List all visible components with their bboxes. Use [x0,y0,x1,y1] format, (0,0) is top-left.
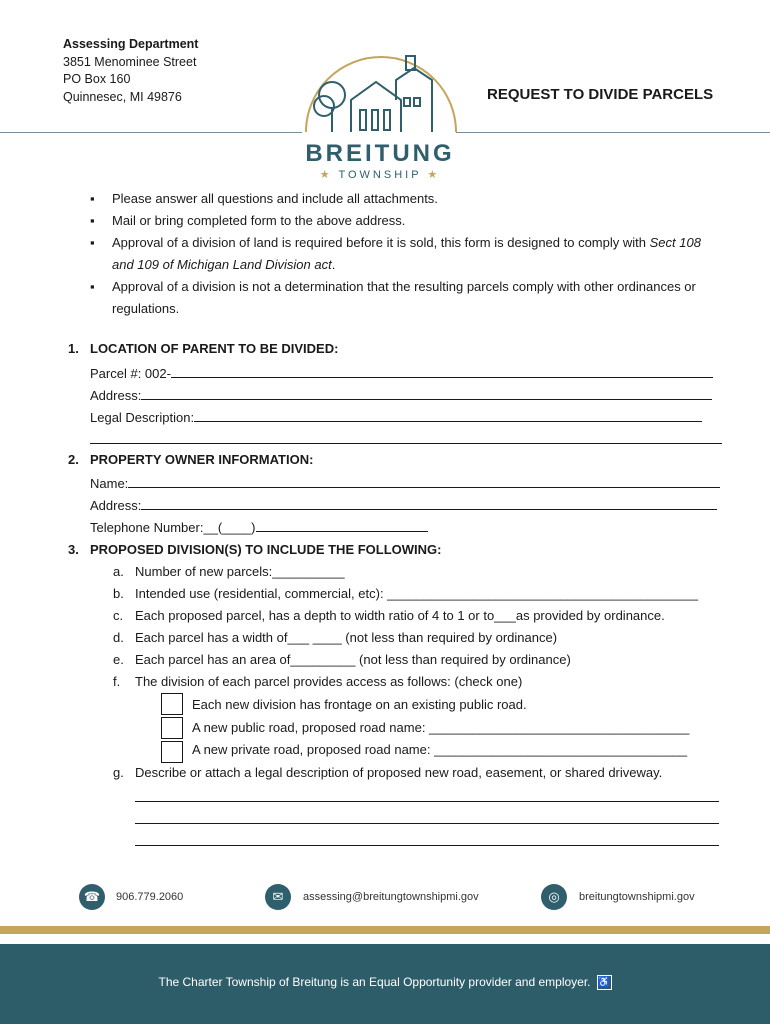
instruction-item: ▪ Please answer all questions and include all attachments. [90,188,720,210]
phone-icon: ☎ [79,884,105,910]
instruction-item: ▪ Approval of a division of land is required before it is sold, this form is designed to comply with Sect 108 and 109 of Michigan Land Division act. [90,232,720,276]
header-rule-right [456,132,770,133]
header-rule-left [0,132,302,133]
contact-phone: 906.779.2060 [116,891,184,903]
equal-opportunity-text: The Charter Township of Breitung is an Equal Opportunity provider and employer. [158,975,591,989]
owner-address-field[interactable]: Address: [90,495,717,513]
road-description-line-2[interactable] [135,809,719,827]
instruction-item: ▪ Approval of a division is not a determination that the resulting parcels comply with other ordinances or regulations. [90,276,720,320]
instruction-item: ▪ Mail or bring completed form to the above address. [90,210,720,232]
footer-accent-bar [0,926,770,934]
instruction-list [90,188,720,320]
road-description-line-3[interactable] [135,831,719,849]
form-title: REQUEST TO DIVIDE PARCELS [487,86,714,103]
division-item-d[interactable]: d. Each parcel has a width of___ ____ (not less than required by ordinance) [113,630,558,645]
division-item-b[interactable]: b. Intended use (residential, commercial, etc): ___________________________________________ [113,586,699,601]
logo-subtitle-text: TOWNSHIP [338,169,422,181]
globe-icon: ◎ [541,884,567,910]
section-2-number: 2. [68,452,79,467]
section-2-title: PROPERTY OWNER INFORMATION: [90,452,314,467]
access-option-existing-road: Each new division has frontage on an existing public road. [192,697,527,712]
department-name: Assessing Department [63,37,199,51]
contact-email[interactable]: assessing@breitungtownshipmi.gov [303,891,479,903]
parent-address-field[interactable]: Address: [90,385,712,403]
section-3-number: 3. [68,542,79,557]
division-item-a[interactable]: a. Number of new parcels:__________ [113,564,345,579]
contact-website[interactable]: breitungtownshipmi.gov [579,891,695,903]
bullet-icon: ▪ [90,279,95,294]
access-private-road-checkbox[interactable] [161,741,183,763]
division-item-e[interactable]: e. Each parcel has an area of_________ (not less than required by ordinance) [113,652,571,667]
section-3-title: PROPOSED DIVISION(S) TO INCLUDE THE FOLLOWING: [90,542,442,557]
access-existing-road-checkbox[interactable] [161,693,183,715]
logo-subtitle [290,168,470,181]
address-line-3: Quinnesec, MI 49876 [63,89,182,104]
bullet-icon: ▪ [90,213,95,228]
address-line-1: 3851 Menominee Street [63,54,197,69]
legal-description-line-2[interactable] [90,429,722,447]
legal-description-field[interactable]: Legal Description: [90,407,702,425]
logo-wordmark: BREITUNG [305,140,455,167]
access-public-road-checkbox[interactable] [161,717,183,739]
section-1-title: LOCATION OF PARENT TO BE DIVIDED: [90,341,339,356]
division-item-g: g. Describe or attach a legal description of proposed new road, easement, or shared driveway. [113,765,663,780]
owner-phone-field[interactable]: Telephone Number:__(____) [90,517,428,535]
parcel-number-field[interactable]: Parcel #: 002- [90,363,713,381]
bullet-icon: ▪ [90,191,95,206]
wheelchair-icon: ♿ [597,977,611,989]
bullet-icon: ▪ [90,235,95,250]
section-1-number: 1. [68,341,79,356]
email-icon: ✉ [265,884,291,910]
footer-statement [0,975,770,990]
star-icon: ★ [427,169,441,181]
access-option-private-road: A new private road, proposed road name: ___________________________________ [192,742,688,757]
department-address-block [63,36,198,106]
division-item-c[interactable]: c. Each proposed parcel, has a depth to width ratio of 4 to 1 or to___as provided by ordinance. [113,608,665,623]
address-line-2: PO Box 160 [63,72,131,86]
division-item-f: f. The division of each parcel provides access as follows: (check one) [113,674,523,689]
access-option-public-road: A new public road, proposed road name: ____________________________________ [192,720,690,735]
star-icon: ★ [319,169,333,181]
road-description-line-1[interactable] [135,787,719,805]
owner-name-field[interactable]: Name: [90,473,720,491]
